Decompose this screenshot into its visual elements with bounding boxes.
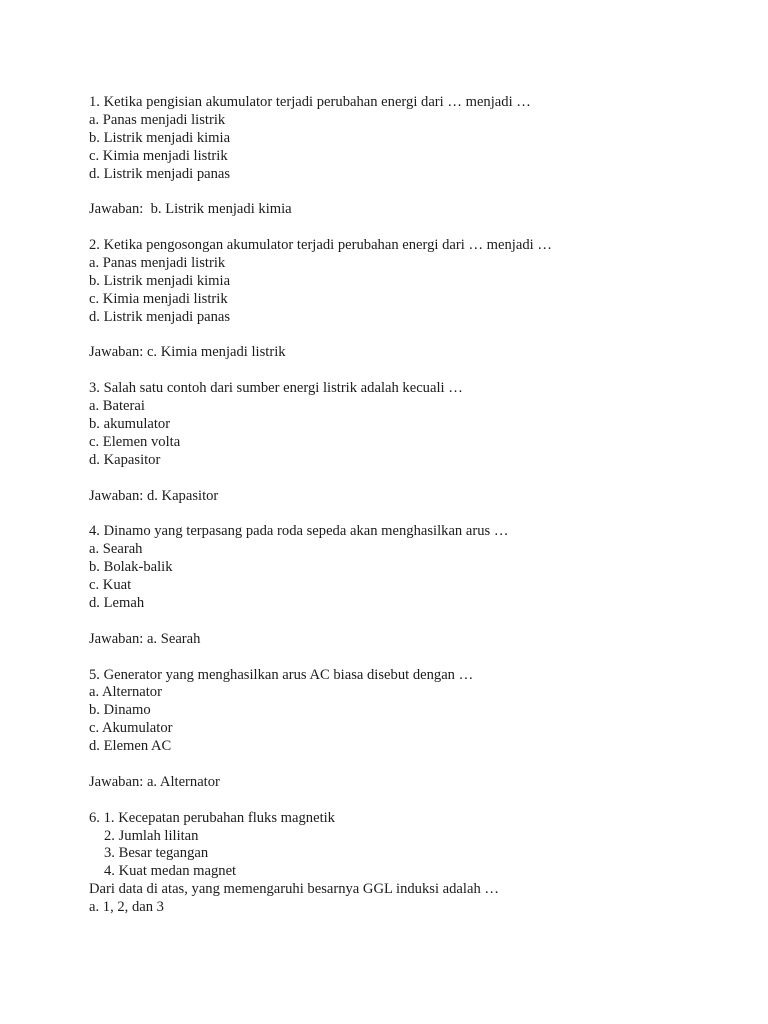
document-page (89, 94, 729, 917)
question-5-option-a: a. Alternator (89, 684, 162, 701)
question-6-stem: Dari data di atas, yang memengaruhi besarnya GGL induksi adalah … (89, 881, 499, 898)
question-1-option-c: c. Kimia menjadi listrik (89, 147, 228, 164)
question-2-answer: Jawaban: c. Kimia menjadi listrik (89, 344, 286, 361)
question-5-option-c: c. Akumulator (89, 720, 173, 737)
spacer (89, 613, 729, 631)
question-2-option-b: b. Listrik menjadi kimia (89, 272, 231, 289)
question-1-option-d: d. Listrik menjadi panas (89, 165, 231, 182)
question-4-option-a: a. Searah (89, 541, 143, 558)
question-6 (89, 810, 729, 917)
question-3-answer: Jawaban: d. Kapasitor (89, 487, 219, 504)
question-6-option-a: a. 1, 2, dan 3 (89, 899, 164, 916)
question-3-option-a: a. Baterai (89, 398, 145, 415)
spacer (89, 470, 729, 488)
question-5 (89, 667, 729, 810)
question-2-stem: 2. Ketika pengosongan akumulator terjadi perubahan energi dari … menjadi … (89, 237, 552, 254)
spacer (89, 362, 729, 380)
question-5-option-d: d. Elemen AC (89, 738, 172, 755)
spacer (89, 505, 729, 523)
question-2 (89, 237, 729, 380)
question-1-option-b: b. Listrik menjadi kimia (89, 129, 231, 146)
question-5-stem: 5. Generator yang menghasilkan arus AC biasa disebut dengan … (89, 666, 474, 683)
question-4-stem: 4. Dinamo yang terpasang pada roda sepeda akan menghasilkan arus … (89, 523, 509, 540)
question-6-item-4: 4. Kuat medan magnet (104, 863, 237, 880)
question-1 (89, 94, 729, 237)
question-3-stem: 3. Salah satu contoh dari sumber energi listrik adalah kecuali … (89, 380, 463, 397)
question-3-option-b: b. akumulator (89, 416, 171, 433)
question-3-option-d: d. Kapasitor (89, 451, 161, 468)
spacer (89, 327, 729, 345)
question-4-option-b: b. Bolak-balik (89, 559, 173, 576)
spacer (89, 792, 729, 810)
question-1-option-a: a. Panas menjadi listrik (89, 111, 226, 128)
question-1-stem: 1. Ketika pengisian akumulator terjadi perubahan energi dari … menjadi … (89, 94, 531, 110)
question-2-option-c: c. Kimia menjadi listrik (89, 290, 228, 307)
question-4-answer: Jawaban: a. Searah (89, 630, 201, 647)
spacer (89, 183, 729, 201)
question-6-item-1: 6. 1. Kecepatan perubahan fluks magnetik (89, 809, 335, 826)
question-5-option-b: b. Dinamo (89, 702, 151, 719)
question-4-option-d: d. Lemah (89, 594, 145, 611)
spacer (89, 219, 729, 237)
question-4-option-c: c. Kuat (89, 577, 132, 594)
question-6-item-2: 2. Jumlah lilitan (104, 827, 199, 844)
question-2-option-a: a. Panas menjadi listrik (89, 255, 226, 272)
question-3-option-c: c. Elemen volta (89, 433, 181, 450)
question-3 (89, 380, 729, 523)
question-5-answer: Jawaban: a. Alternator (89, 773, 220, 790)
spacer (89, 756, 729, 774)
question-4 (89, 523, 729, 666)
question-2-option-d: d. Listrik menjadi panas (89, 308, 231, 325)
question-1-answer: Jawaban: b. Listrik menjadi kimia (89, 201, 292, 218)
spacer (89, 649, 729, 667)
question-6-item-3: 3. Besar tegangan (104, 845, 209, 862)
